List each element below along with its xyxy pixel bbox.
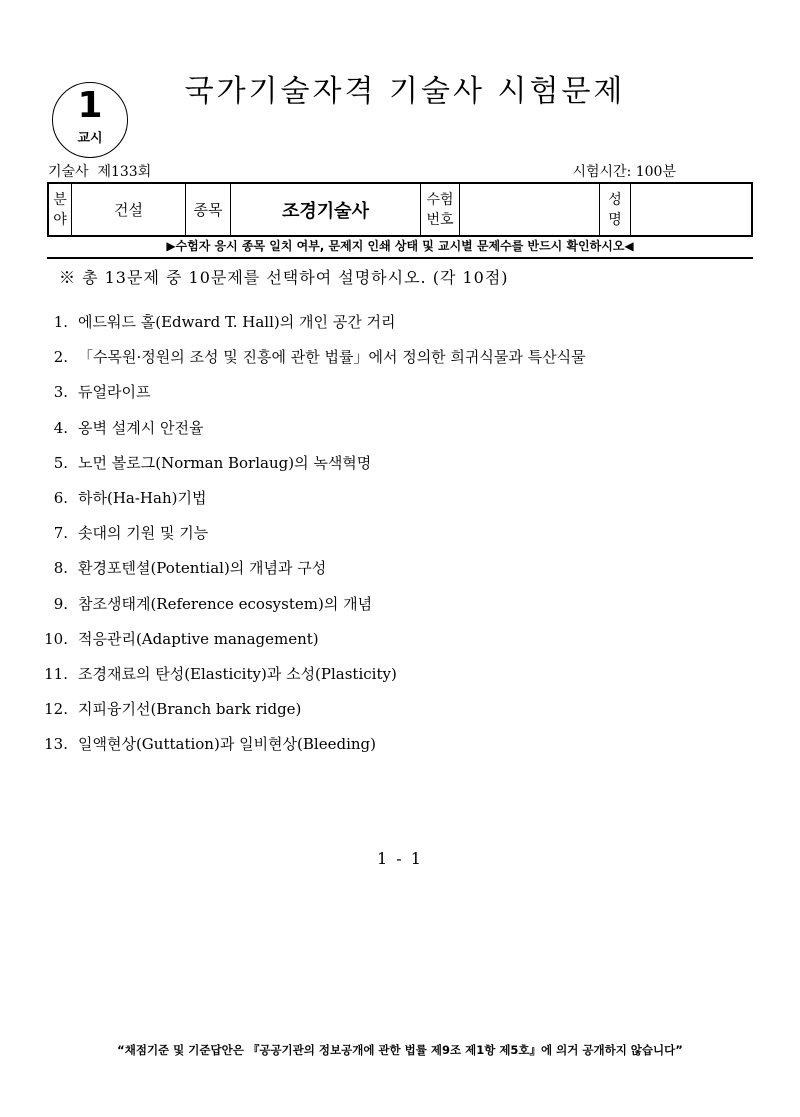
exam-number-label-text: 수험 번호 [426, 191, 454, 228]
question-number: 4. [53, 418, 68, 437]
name-label [600, 183, 631, 236]
exam-number-label [421, 183, 460, 236]
question-text: 적응관리(Adaptive management) [78, 629, 319, 648]
question-list [40, 311, 760, 768]
question-item [40, 628, 760, 663]
session-number: 1 [77, 85, 103, 126]
question-number: 8. [53, 559, 68, 578]
question-number: 10. [44, 629, 68, 648]
question-text: 옹벽 설계시 안전율 [78, 418, 204, 437]
question-number: 7. [53, 524, 68, 543]
question-number: 6. [53, 488, 68, 507]
candidate-info-table [47, 182, 753, 237]
question-item [40, 311, 760, 346]
question-text: 환경포텐셜(Potential)의 개념과 구성 [78, 559, 327, 578]
question-number: 13. [44, 735, 68, 754]
question-text: 지피융기선(Branch bark ridge) [78, 700, 302, 719]
session-label: 교시 [77, 131, 103, 146]
question-item [40, 417, 760, 452]
question-number: 1. [53, 313, 68, 331]
question-item [40, 381, 760, 416]
question-number: 5. [53, 453, 68, 472]
page-title: 국가기술자격 기술사 시험문제 [184, 74, 626, 109]
page-number: 1 - 1 [377, 849, 423, 868]
question-item [40, 733, 760, 768]
exam-round: 기술사 제133회 [48, 164, 152, 180]
question-item [40, 663, 760, 698]
question-item [40, 522, 760, 557]
exam-info-line [48, 163, 754, 181]
instruction-text: ※ 총 13문제 중 10문제를 선택하여 설명하시오. (각 10점) [59, 268, 509, 287]
question-item [40, 487, 760, 522]
question-text: 조경재료의 탄성(Elasticity)과 소성(Plasticity) [78, 664, 397, 683]
field-label [48, 183, 72, 236]
subject-name: 조경기술사 [231, 183, 421, 236]
question-item [40, 593, 760, 628]
question-text: 노먼 볼로그(Norman Borlaug)의 녹색혁명 [78, 453, 372, 472]
exam-number-field[interactable] [460, 183, 600, 236]
divider [47, 257, 753, 259]
question-text: 에드워드 홀(Edward T. Hall)의 개인 공간 거리 [78, 313, 396, 331]
question-item [40, 557, 760, 592]
name-label-text: 성 명 [608, 191, 622, 228]
question-number: 2. [53, 348, 68, 367]
notice-banner: ▶수험자 응시 종목 일치 여부, 문제지 인쇄 상태 및 교시별 문제수를 반드시 확인하시오◀ [166, 239, 634, 253]
exam-time: 시험시간: 100분 [572, 164, 676, 180]
question-item [40, 346, 760, 381]
type-label: 종목 [186, 183, 231, 236]
question-text: 「수목원·정원의 조성 및 진흥에 관한 법률」에서 정의한 희귀식물과 특산식물 [78, 348, 586, 367]
question-number: 11. [44, 664, 68, 683]
question-item [40, 698, 760, 733]
field-value: 건설 [72, 183, 186, 236]
question-number: 12. [44, 700, 68, 719]
question-item [40, 452, 760, 487]
question-text: 일액현상(Guttation)과 일비현상(Bleeding) [78, 735, 376, 754]
footer-disclaimer: “채점기준 및 기준답안은 『공공기관의 정보공개에 관한 법률 제9조 제1항 제5호』에 의거 공개하지 않습니다” [117, 1043, 683, 1057]
name-field[interactable] [631, 183, 753, 236]
session-badge [52, 82, 128, 158]
question-text: 솟대의 기원 및 기능 [78, 524, 209, 543]
question-number: 3. [53, 383, 68, 402]
question-text: 듀얼라이프 [78, 383, 151, 402]
question-text: 참조생태계(Reference ecosystem)의 개념 [78, 594, 373, 613]
field-label-text: 분 야 [53, 191, 67, 228]
question-number: 9. [53, 594, 68, 613]
question-text: 하하(Ha-Hah)기법 [78, 488, 207, 507]
